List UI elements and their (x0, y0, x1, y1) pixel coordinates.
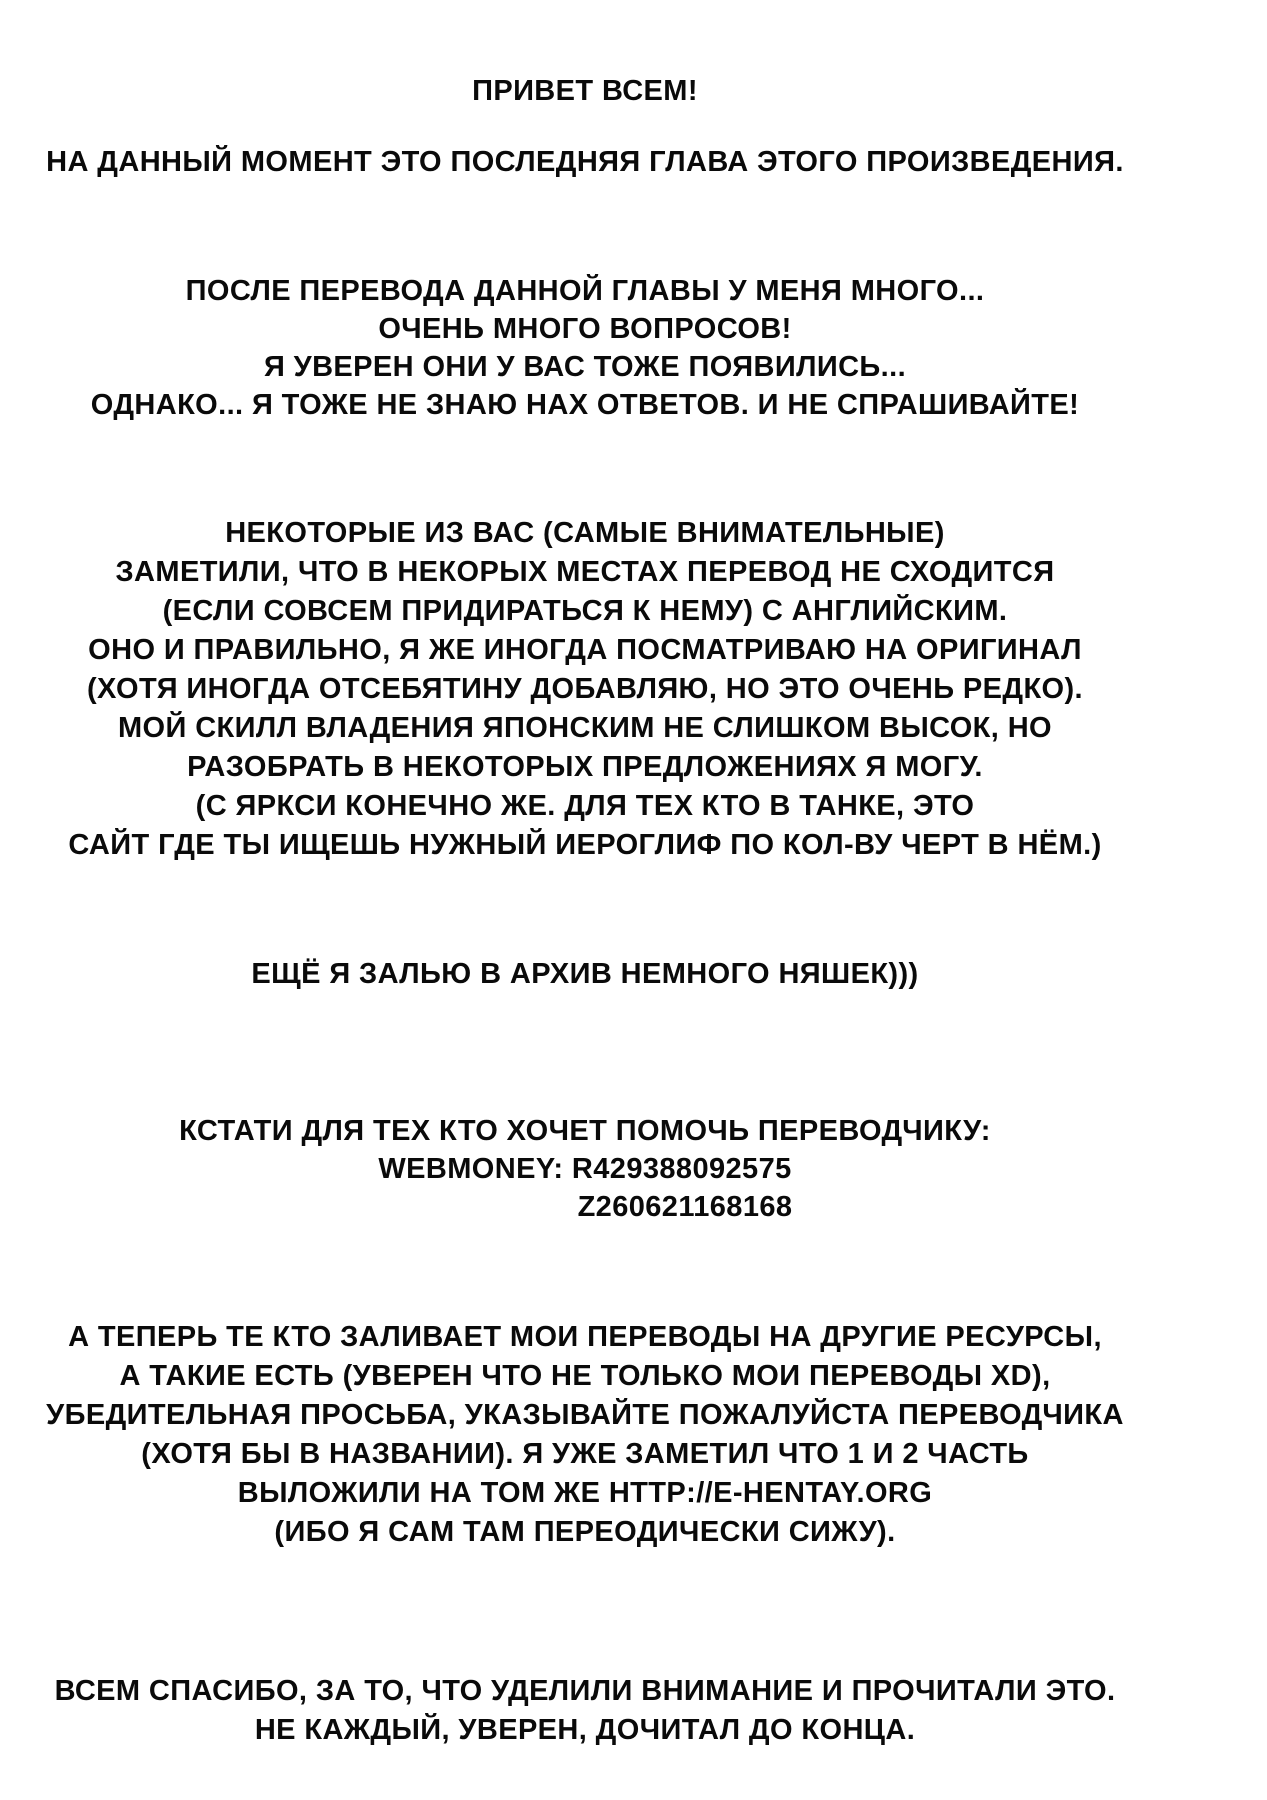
paragraph-thanks (15, 1672, 1155, 1750)
site-url-text: ВЫЛОЖИЛИ НА ТОМ ЖЕ HTTP://E-HENTAY.ORG (237, 1477, 933, 1509)
text-line: УБЕДИТЕЛЬНАЯ ПРОСЬБА, УКАЗЫВАЙТЕ ПОЖАЛУЙСТА ПЕРЕВОДЧИКА (46, 1399, 1124, 1431)
paragraph-greeting (15, 72, 1155, 110)
text-line: (ХОТЯ БЫ В НАЗВАНИИ). Я УЖЕ ЗАМЕТИЛ ЧТО 1 И 2 ЧАСТЬ (141, 1438, 1029, 1470)
text-line: А ТЕПЕРЬ ТЕ КТО ЗАЛИВАЕТ МОИ ПЕРЕВОДЫ НА ДРУГИЕ РЕСУРСЫ, (68, 1321, 1102, 1353)
text-line: (ЕСЛИ СОВСЕМ ПРИДИРАТЬСЯ К НЕМУ) С АНГЛИЙСКИМ. (162, 595, 1008, 627)
text-line: (С ЯРКСИ КОНЕЧНО ЖЕ. ДЛЯ ТЕХ КТО В ТАНКЕ, ЭТО (195, 790, 975, 822)
text-line: ОНО И ПРАВИЛЬНО, Я ЖЕ ИНОГДА ПОСМАТРИВАЮ НА ОРИГИНАЛ (88, 634, 1082, 666)
text-line: ЕЩЁ Я ЗАЛЬЮ В АРХИВ НЕМНОГО НЯШЕК))) (251, 958, 919, 990)
text-line: А ТАКИЕ ЕСТЬ (УВЕРЕН ЧТО НЕ ТОЛЬКО МОИ ПЕРЕВОДЫ XD), (119, 1360, 1051, 1392)
text-line: НА ДАННЫЙ МОМЕНТ ЭТО ПОСЛЕДНЯЯ ГЛАВА ЭТОГО ПРОИЗВЕДЕНИЯ. (46, 146, 1124, 178)
text-line: САЙТ ГДЕ ТЫ ИЩЕШЬ НУЖНЫЙ ИЕРОГЛИФ ПО КОЛ-ВУ ЧЕРТ В НЁМ.) (68, 829, 1102, 861)
paragraph-reupload-request (15, 1318, 1155, 1552)
text-line: Я УВЕРЕН ОНИ У ВАС ТОЖЕ ПОЯВИЛИСЬ... (263, 351, 907, 383)
paragraph-bonus (15, 955, 1155, 993)
text-line: КСТАТИ ДЛЯ ТЕХ КТО ХОЧЕТ ПОМОЧЬ ПЕРЕВОДЧИКУ: (179, 1115, 991, 1147)
text-line: ПОСЛЕ ПЕРЕВОДА ДАННОЙ ГЛАВЫ У МЕНЯ МНОГО... (185, 275, 985, 307)
text-line: НЕКОТОРЫЕ ИЗ ВАС (САМЫЕ ВНИМАТЕЛЬНЫЕ) (225, 517, 945, 549)
webmoney-wallet-z: Z260621168168 (577, 1191, 793, 1223)
text-line: ОДНАКО... Я ТОЖЕ НЕ ЗНАЮ НАХ ОТВЕТОВ. И НЕ СПРАШИВАЙТЕ! (90, 389, 1080, 421)
text-line: НЕ КАЖДЫЙ, УВЕРЕН, ДОЧИТАЛ ДО КОНЦА. (254, 1714, 916, 1746)
text-line: ЗАМЕТИЛИ, ЧТО В НЕКОРЫХ МЕСТАХ ПЕРЕВОД НЕ СХОДИТСЯ (115, 556, 1055, 588)
paragraph-donate (15, 1112, 1155, 1226)
webmoney-wallet-r: WEBMONEY: R429388092575 (378, 1153, 792, 1185)
text-line: (ИБО Я САМ ТАМ ПЕРЕОДИЧЕСКИ СИЖУ). (274, 1516, 896, 1548)
text-line: (ХОТЯ ИНОГДА ОТСЕБЯТИНУ ДОБАВЛЯЮ, НО ЭТО ОЧЕНЬ РЕДКО). (86, 673, 1084, 705)
paragraph-questions (15, 272, 1155, 424)
text-line: РАЗОБРАТЬ В НЕКОТОРЫХ ПРЕДЛОЖЕНИЯХ Я МОГУ. (187, 751, 983, 783)
paragraph-translation-notes (15, 514, 1155, 865)
text-line: МОЙ СКИЛЛ ВЛАДЕНИЯ ЯПОНСКИМ НЕ СЛИШКОМ ВЫСОК, НО (117, 712, 1053, 744)
text-line: ОЧЕНЬ МНОГО ВОПРОСОВ! (378, 313, 792, 345)
paragraph-last-chapter (15, 143, 1155, 181)
text-line: ВСЕМ СПАСИБО, ЗА ТО, ЧТО УДЕЛИЛИ ВНИМАНИЕ И ПРОЧИТАЛИ ЭТО. (54, 1675, 1116, 1707)
text-line: ПРИВЕТ ВСЕМ! (472, 75, 698, 107)
